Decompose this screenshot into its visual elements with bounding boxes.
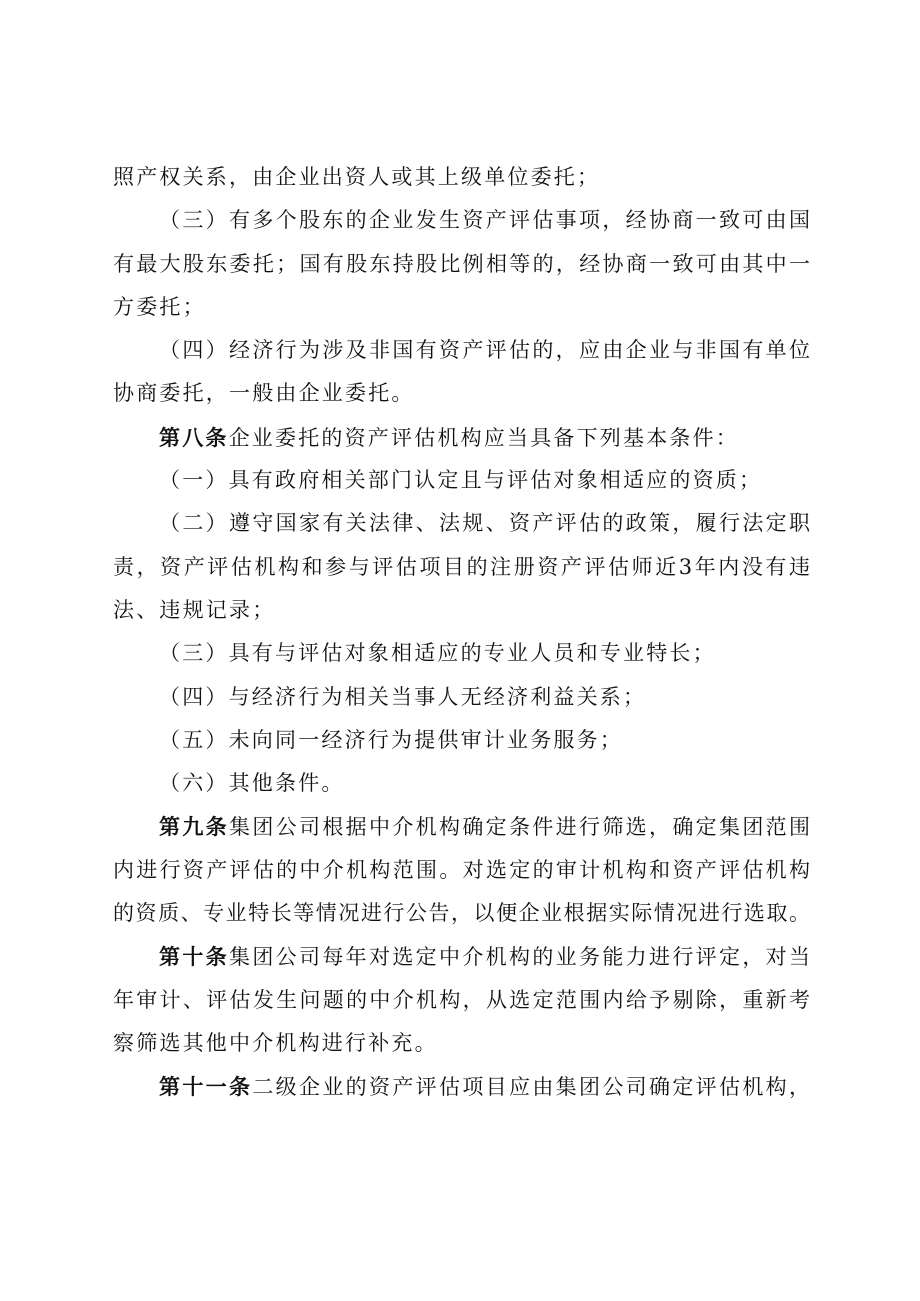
- paragraph: [113, 719, 810, 762]
- text-line: 协商委托，一般由企业委托。: [113, 381, 415, 406]
- text-line: （六）其他条件。: [159, 771, 345, 796]
- text-line: [113, 416, 810, 459]
- article-paragraph: [113, 1065, 810, 1108]
- paragraph: [113, 676, 810, 719]
- document-body: [113, 156, 810, 1109]
- paragraph: [113, 156, 810, 199]
- text-line: 察筛选其他中介机构进行补充。: [113, 1030, 438, 1055]
- text-line: [113, 935, 810, 978]
- paragraph: [113, 762, 810, 805]
- text-line: （四）经济行为涉及非国有资产评估的，应由企业与非国有单位: [159, 338, 810, 363]
- article-number: 第十一条: [159, 1074, 253, 1100]
- article-text: 集团公司根据中介机构确定条件进行筛选，确定集团范围: [229, 815, 810, 840]
- text-line: 有最大股东委托；国有股东持股比例相等的，经协商一致可由其中一: [113, 251, 810, 276]
- text-line: 照产权关系，由企业出资人或其上级单位委托；: [113, 165, 601, 189]
- paragraph: [113, 632, 810, 675]
- article-text: 集团公司每年对选定中介机构的业务能力进行评定，对当: [229, 945, 810, 970]
- text-line: 内进行资产评估的中介机构范围。对选定的审计机构和资产评估机构: [113, 857, 810, 882]
- article-text: 企业委托的资产评估机构应当具备下列基本条件：: [228, 425, 740, 450]
- text-line: [113, 805, 810, 848]
- paragraph: [113, 459, 810, 502]
- text-line: [113, 1065, 810, 1108]
- text-line: （三）有多个股东的企业发生资产评估事项，经协商一致可由国: [159, 208, 810, 233]
- text-line: （二）遵守国家有关法律、法规、资产评估的政策，履行法定职: [159, 511, 810, 536]
- text-line: 年审计、评估发生问题的中介机构，从选定范围内给予剔除，重新考: [113, 987, 810, 1012]
- article-paragraph: [113, 935, 810, 1065]
- paragraph: [113, 329, 810, 416]
- paragraph: [113, 502, 810, 632]
- text-line: （三）具有与评估对象相适应的专业人员和专业特长；: [159, 641, 716, 666]
- article-number: 第九条: [159, 814, 229, 840]
- text-line: 的资质、专业特长等情况进行公告，以便企业根据实际情况进行选取。: [113, 901, 810, 926]
- article-paragraph: [113, 416, 810, 459]
- text-line: 方委托；: [113, 294, 206, 319]
- text-line: （五）未向同一经济行为提供审计业务服务；: [159, 727, 623, 752]
- article-paragraph: [113, 805, 810, 935]
- article-number: 第十条: [159, 944, 229, 970]
- paragraph: [113, 199, 810, 329]
- text-line: （四）与经济行为相关当事人无经济利益关系；: [159, 684, 647, 709]
- text-line: 责，资产评估机构和参与评估项目的注册资产评估师近3年内没有违: [113, 554, 810, 579]
- article-text: 二级企业的资产评估项目应由集团公司确定评估机构，: [252, 1075, 810, 1100]
- text-line: 法、违规记录；: [113, 597, 276, 622]
- article-number: 第八条: [159, 424, 229, 450]
- text-line: （一）具有政府相关部门认定且与评估对象相适应的资质；: [159, 468, 763, 493]
